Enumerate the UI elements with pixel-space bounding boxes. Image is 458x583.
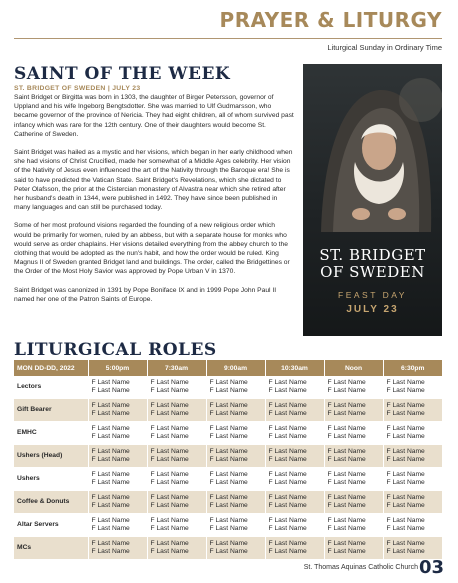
assignment-cell — [206, 491, 265, 514]
assignee-name: F Last Name — [268, 387, 307, 394]
table-row — [14, 537, 442, 560]
assignment-cell — [265, 537, 324, 560]
assignee-name: F Last Name — [386, 378, 425, 386]
assignment-cell — [324, 514, 383, 537]
column-header: 9:00am — [206, 360, 265, 376]
assignee-name: F Last Name — [268, 516, 307, 524]
liturgical-roles-table — [14, 360, 442, 560]
table-header-row — [14, 360, 442, 376]
assignee-name: F Last Name — [268, 502, 307, 509]
assignee-name: F Last Name — [327, 479, 366, 486]
assignment-cell — [265, 468, 324, 491]
table-row — [14, 445, 442, 468]
assignee-name: F Last Name — [386, 539, 425, 547]
assignee-name: F Last Name — [386, 470, 425, 478]
assignee-name: F Last Name — [91, 401, 130, 409]
column-header: 6:30pm — [383, 360, 442, 376]
footer-church-name: St. Thomas Aquinas Catholic Church — [303, 564, 418, 571]
assignee-name: F Last Name — [91, 548, 130, 555]
role-name-cell: Ushers (Head) — [14, 445, 88, 468]
assignee-name: F Last Name — [150, 401, 189, 409]
table-row — [14, 514, 442, 537]
assignment-cell — [265, 422, 324, 445]
assignee-name: F Last Name — [91, 378, 130, 386]
assignee-name: F Last Name — [268, 525, 307, 532]
assignee-name: F Last Name — [91, 516, 130, 524]
assignee-name: F Last Name — [209, 410, 248, 417]
assignee-name: F Last Name — [327, 548, 366, 555]
assignment-cell — [383, 491, 442, 514]
assignee-name: F Last Name — [209, 387, 248, 394]
assignment-cell — [206, 468, 265, 491]
assignee-name: F Last Name — [386, 502, 425, 509]
assignee-name: F Last Name — [386, 456, 425, 463]
table-row — [14, 399, 442, 422]
assignment-cell — [383, 468, 442, 491]
portrait-name-line: OF SWEDEN — [320, 263, 425, 281]
table-row — [14, 491, 442, 514]
portrait-caption-name — [303, 247, 442, 281]
assignment-cell — [147, 445, 206, 468]
assignee-name: F Last Name — [327, 516, 366, 524]
assignee-name: F Last Name — [150, 424, 189, 432]
assignee-name: F Last Name — [209, 447, 248, 455]
saint-section-title: SAINT OF THE WEEK — [14, 64, 231, 84]
assignment-cell — [206, 514, 265, 537]
role-name-cell: Altar Servers — [14, 514, 88, 537]
assignee-name: F Last Name — [327, 433, 366, 440]
assignee-name: F Last Name — [268, 456, 307, 463]
assignee-name: F Last Name — [209, 525, 248, 532]
assignment-cell — [383, 422, 442, 445]
assignee-name: F Last Name — [386, 433, 425, 440]
assignment-cell — [147, 399, 206, 422]
assignee-name: F Last Name — [268, 493, 307, 501]
assignment-cell — [88, 422, 147, 445]
roles-section-title: LITURGICAL ROLES — [14, 340, 217, 360]
assignee-name: F Last Name — [150, 548, 189, 555]
assignment-cell — [147, 537, 206, 560]
assignment-cell — [147, 514, 206, 537]
saint-paragraph: Some of her most profound visions regarded the founding of a new religious order which would be primarily for women, ruled by an abbess, but with a separate house for monks who would serve as order chaplains. Her visions detailed everything from the abbey church to the clothing that would be adopted as the nun's habit, and how the order would be ruled. King Magnus II of Sweden granted Bridget land and buildings. The order, called the Bridgettines or the Order of the Most Holy Savior was approved by Pope Urban V in 1370. — [14, 222, 290, 276]
saint-subtitle: ST. BRIDGET OF SWEDEN | JULY 23 — [14, 85, 141, 92]
assignee-name: F Last Name — [268, 470, 307, 478]
column-header: Noon — [324, 360, 383, 376]
assignment-cell — [265, 445, 324, 468]
assignee-name: F Last Name — [386, 410, 425, 417]
assignee-name: F Last Name — [268, 548, 307, 555]
assignee-name: F Last Name — [150, 433, 189, 440]
assignee-name: F Last Name — [91, 387, 130, 394]
assignment-cell — [324, 468, 383, 491]
role-name-cell: MCs — [14, 537, 88, 560]
portrait-name-line: ST. BRIDGET — [319, 246, 426, 264]
assignee-name: F Last Name — [150, 525, 189, 532]
assignee-name: F Last Name — [327, 502, 366, 509]
assignment-cell — [147, 491, 206, 514]
assignment-cell — [265, 514, 324, 537]
assignment-cell — [88, 445, 147, 468]
assignment-cell — [324, 537, 383, 560]
assignee-name: F Last Name — [386, 424, 425, 432]
portrait-feast-date: JULY 23 — [346, 304, 399, 315]
assignment-cell — [88, 491, 147, 514]
role-name-cell: Gift Bearer — [14, 399, 88, 422]
saint-paragraph: Saint Bridget or Birgitta was born in 1303, the daughter of Birger Petersson, governor of Uppland and his wife Ingeborg Bengtsdotter. She was married to Ulf Gudmarsson, who became governor of the province of Nericia. They had eight children, all of whom survived past infancy which was rare for the 12th century. One of their daughters would become St. Catherine of Sweden. — [14, 94, 294, 138]
assignment-cell — [265, 399, 324, 422]
assignee-name: F Last Name — [327, 387, 366, 394]
assignee-name: F Last Name — [150, 479, 189, 486]
assignee-name: F Last Name — [268, 378, 307, 386]
assignment-cell — [383, 376, 442, 399]
assignee-name: F Last Name — [386, 493, 425, 501]
header-divider — [14, 38, 442, 39]
assignee-name: F Last Name — [91, 456, 130, 463]
assignment-cell — [88, 376, 147, 399]
assignee-name: F Last Name — [150, 387, 189, 394]
assignee-name: F Last Name — [386, 525, 425, 532]
assignee-name: F Last Name — [91, 424, 130, 432]
assignee-name: F Last Name — [91, 493, 130, 501]
assignee-name: F Last Name — [327, 447, 366, 455]
role-name-cell: Coffee & Donuts — [14, 491, 88, 514]
assignment-cell — [265, 376, 324, 399]
assignee-name: F Last Name — [91, 539, 130, 547]
assignee-name: F Last Name — [209, 401, 248, 409]
assignee-name: F Last Name — [150, 493, 189, 501]
saint-article — [14, 93, 294, 313]
assignee-name: F Last Name — [327, 401, 366, 409]
assignee-name: F Last Name — [386, 401, 425, 409]
assignee-name: F Last Name — [209, 493, 248, 501]
assignment-cell — [206, 399, 265, 422]
assignee-name: F Last Name — [327, 424, 366, 432]
assignee-name: F Last Name — [150, 502, 189, 509]
assignment-cell — [324, 399, 383, 422]
role-name-cell: Ushers — [14, 468, 88, 491]
assignee-name: F Last Name — [209, 479, 248, 486]
table-row — [14, 422, 442, 445]
assignee-name: F Last Name — [327, 493, 366, 501]
assignee-name: F Last Name — [209, 470, 248, 478]
column-header: 5:00pm — [88, 360, 147, 376]
assignment-cell — [88, 468, 147, 491]
assignment-cell — [206, 537, 265, 560]
assignment-cell — [324, 422, 383, 445]
saint-paragraph: Saint Bridget was canonized in 1391 by Pope Boniface IX and in 1999 Pope John Paul II named her one of the Patron Saints of Europe. — [14, 286, 277, 303]
assignee-name: F Last Name — [327, 378, 366, 386]
assignment-cell — [383, 445, 442, 468]
role-name-cell: Lectors — [14, 376, 88, 399]
assignee-name: F Last Name — [91, 433, 130, 440]
page-number: 03 — [418, 557, 444, 578]
assignee-name: F Last Name — [268, 424, 307, 432]
assignee-name: F Last Name — [209, 433, 248, 440]
assignment-cell — [147, 468, 206, 491]
role-name-cell: EMHC — [14, 422, 88, 445]
assignee-name: F Last Name — [209, 456, 248, 463]
saint-portrait-card — [303, 64, 442, 336]
assignee-name: F Last Name — [209, 424, 248, 432]
assignee-name: F Last Name — [209, 539, 248, 547]
column-header: MON DD-DD, 2022 — [14, 360, 88, 376]
assignee-name: F Last Name — [268, 433, 307, 440]
assignment-cell — [88, 537, 147, 560]
table-row — [14, 468, 442, 491]
assignment-cell — [206, 445, 265, 468]
column-header: 10:30am — [265, 360, 324, 376]
assignee-name: F Last Name — [268, 539, 307, 547]
assignee-name: F Last Name — [91, 502, 130, 509]
assignment-cell — [265, 491, 324, 514]
assignee-name: F Last Name — [150, 410, 189, 417]
assignment-cell — [383, 399, 442, 422]
assignee-name: F Last Name — [386, 548, 425, 555]
table-row — [14, 376, 442, 399]
assignee-name: F Last Name — [91, 410, 130, 417]
assignment-cell — [206, 422, 265, 445]
assignee-name: F Last Name — [150, 539, 189, 547]
assignee-name: F Last Name — [327, 525, 366, 532]
assignee-name: F Last Name — [386, 479, 425, 486]
assignee-name: F Last Name — [386, 516, 425, 524]
assignment-cell — [206, 376, 265, 399]
page-subtitle: Liturgical Sunday in Ordinary Time — [327, 43, 442, 52]
assignment-cell — [324, 445, 383, 468]
page-section-title: PRAYER & LITURGY — [219, 8, 442, 32]
assignee-name: F Last Name — [91, 479, 130, 486]
assignment-cell — [147, 422, 206, 445]
assignee-name: F Last Name — [327, 410, 366, 417]
assignee-name: F Last Name — [150, 516, 189, 524]
assignee-name: F Last Name — [327, 456, 366, 463]
assignment-cell — [147, 376, 206, 399]
column-header: 7:30am — [147, 360, 206, 376]
assignee-name: F Last Name — [91, 525, 130, 532]
assignee-name: F Last Name — [209, 378, 248, 386]
assignee-name: F Last Name — [268, 410, 307, 417]
assignee-name: F Last Name — [209, 502, 248, 509]
assignee-name: F Last Name — [327, 470, 366, 478]
assignee-name: F Last Name — [150, 378, 189, 386]
assignee-name: F Last Name — [91, 447, 130, 455]
assignment-cell — [324, 376, 383, 399]
assignment-cell — [88, 399, 147, 422]
assignee-name: F Last Name — [268, 479, 307, 486]
assignee-name: F Last Name — [150, 470, 189, 478]
assignee-name: F Last Name — [268, 447, 307, 455]
assignment-cell — [88, 514, 147, 537]
assignee-name: F Last Name — [327, 539, 366, 547]
saint-paragraph: Saint Bridget was hailed as a mystic and her visions, which began in her early childhood when she had visions of Christ Crucified, made her somewhat of a Middle Ages celebrity. Her vision of the Nativity of Jesus even influenced the art of the Nativity through the Baroque era! She is said to have predicted the Vatican State. Saint Bridget's Revelations, which she dictated to Peter Olafsson, the prior at the Cistercian monastery of Alvastra near which she retired after her husband's death in 1344, were published in 1492. They have since been published in many languages and can still be purchased today. — [14, 149, 293, 212]
assignee-name: F Last Name — [386, 447, 425, 455]
portrait-feast-label: FEAST DAY — [338, 290, 407, 300]
assignee-name: F Last Name — [209, 516, 248, 524]
assignee-name: F Last Name — [268, 401, 307, 409]
assignee-name: F Last Name — [150, 447, 189, 455]
table-body — [14, 376, 442, 560]
assignment-cell — [383, 514, 442, 537]
assignee-name: F Last Name — [386, 387, 425, 394]
assignee-name: F Last Name — [91, 470, 130, 478]
assignee-name: F Last Name — [150, 456, 189, 463]
assignee-name: F Last Name — [209, 548, 248, 555]
assignment-cell — [324, 491, 383, 514]
